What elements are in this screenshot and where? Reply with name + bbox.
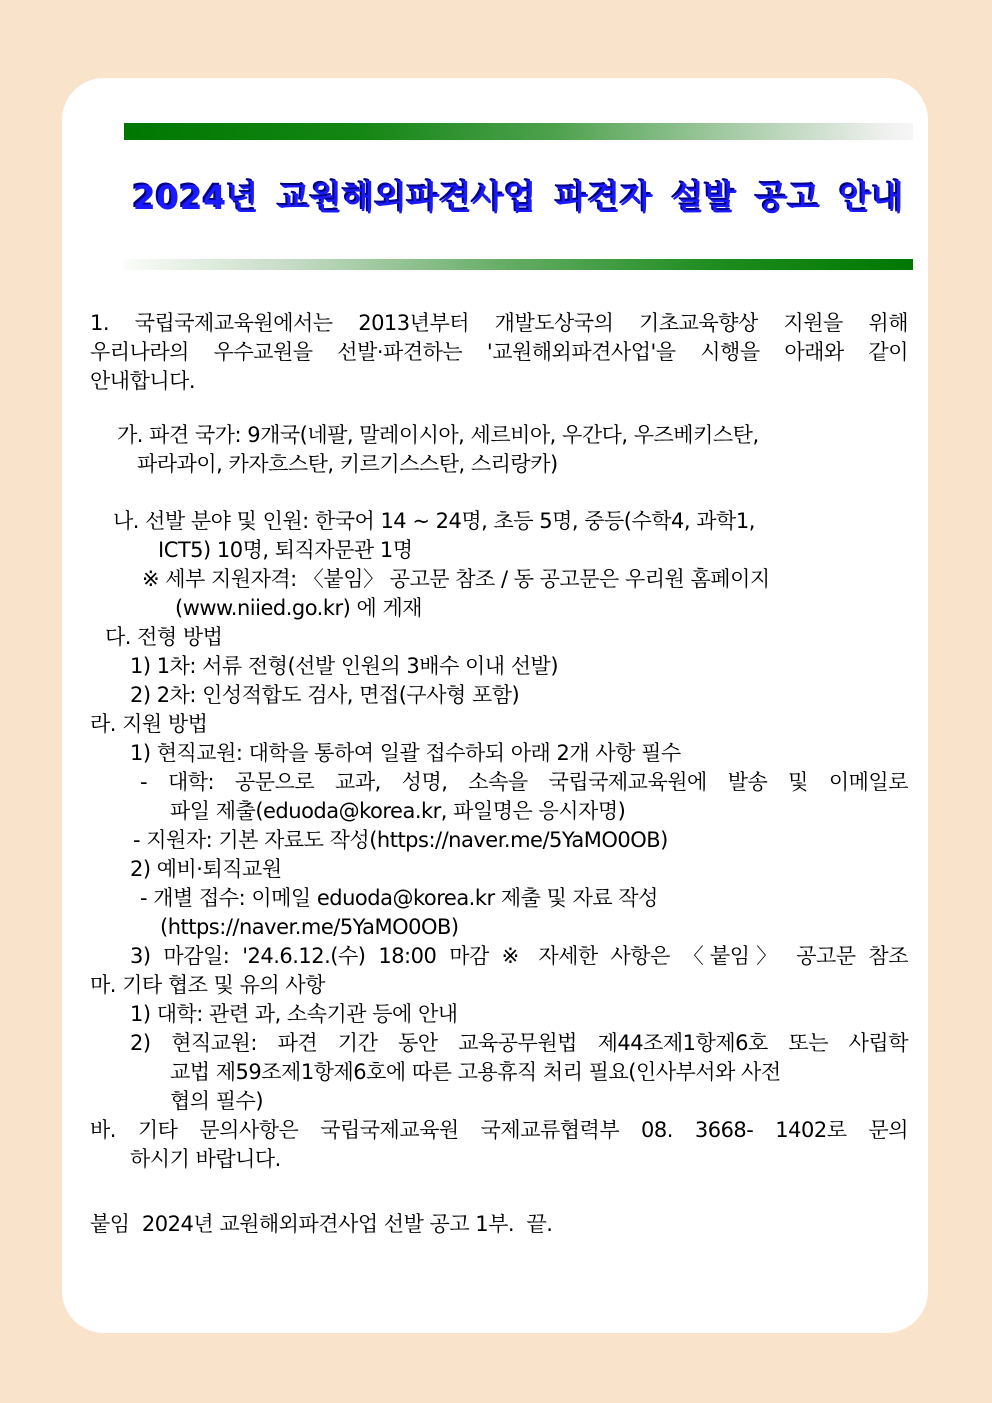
doc-line-univ-2: 파일 제출(eduoda@korea.kr, 파일명은 응시자명)	[170, 799, 626, 823]
doc-line-leave-3: 협의 필수)	[170, 1089, 264, 1113]
doc-line-leave-2: 교법 제59조제1항제6호에 따른 고용휴직 처리 필요(인사부서와 사전	[170, 1060, 781, 1084]
doc-line-univ-notice: 1) 대학: 관련 과, 소속기관 등에 안내	[130, 1002, 458, 1026]
doc-line-individual-2: (https://naver.me/5YaMO0OB)	[160, 915, 459, 939]
document-title: 2024년 교원해외파견사업 파견자 설발 공고 안내	[132, 178, 905, 217]
doc-line-intro-2: 우리나라의 우수교원을 선발·파견하는 '교원해외파견사업'을 시행을 아래와 같이	[90, 340, 908, 364]
document-body	[90, 309, 908, 1239]
doc-line-ba-contact-2: 하시기 바랍니다.	[130, 1147, 281, 1171]
doc-line-leave-1: 2) 현직교원: 파견 기간 동안 교육공무원법 제44조제1항제6호 또는 사립학	[130, 1031, 908, 1055]
doc-line-intro-3: 안내합니다.	[90, 369, 196, 393]
doc-line-round-1: 1) 1차: 서류 전형(선발 인원의 3배수 이내 선발)	[130, 654, 559, 678]
doc-line-intro-1: 1. 국립국제교육원에서는 2013년부터 개발도상국의 기초교육향상 지원을 위해	[90, 311, 908, 335]
document-card	[62, 78, 928, 1333]
doc-line-ga-countries-1: 가. 파견 국가: 9개국(네팔, 말레이시아, 세르비아, 우간다, 우즈베키스탄,	[117, 423, 759, 447]
doc-line-note-homepage: ※ 세부 지원자격: 〈붙임〉 공고문 참조 / 동 공고문은 우리원 홈페이지	[142, 567, 770, 591]
gradient-bar-top	[124, 123, 913, 140]
doc-line-ga-countries-2: 파라과이, 카자흐스탄, 키르기스스탄, 스리랑카)	[137, 452, 558, 476]
doc-line-homepage-url: (www.niied.go.kr) 에 게재	[175, 596, 423, 620]
gradient-bar-bottom	[124, 259, 913, 270]
doc-line-retired: 2) 예비·퇴직교원	[130, 857, 282, 881]
doc-line-univ-1: - 대학: 공문으로 교과, 성명, 소속을 국립국제교육원에 발송 및 이메일로	[140, 770, 908, 794]
doc-line-current-teachers: 1) 현직교원: 대학을 통하여 일괄 접수하되 아래 2개 사항 필수	[130, 741, 681, 765]
doc-line-individual-1: - 개별 접수: 이메일 eduoda@korea.kr 제출 및 자료 작성	[140, 886, 658, 910]
doc-line-applicant: - 지원자: 기본 자료도 작성(https://naver.me/5YaMO0OB)	[133, 828, 668, 852]
doc-line-na-fields-1: 나. 선발 분야 및 인원: 한국어 14 ~ 24명, 초등 5명, 중등(수학4, 과학1,	[113, 509, 755, 533]
doc-line-da-method: 다. 전형 방법	[105, 625, 223, 649]
doc-line-deadline: 3) 마감일: '24.6.12.(수) 18:00 마감 ※ 자세한 사항은 〈붙임〉 공고문 참조	[130, 944, 908, 968]
doc-line-round-2: 2) 2차: 인성적합도 검사, 면접(구사형 포함)	[130, 683, 520, 707]
doc-line-ra-apply: 라. 지원 방법	[90, 712, 208, 736]
doc-line-attachment: 붙임 2024년 교원해외파견사업 선발 공고 1부. 끝.	[90, 1212, 553, 1236]
doc-line-ba-contact-1: 바. 기타 문의사항은 국립국제교육원 국제교류협력부 08. 3668- 1402로 문의	[90, 1118, 908, 1142]
doc-line-na-fields-2: ICT5) 10명, 퇴직자문관 1명	[158, 538, 413, 562]
doc-line-ma-etc: 마. 기타 협조 및 유의 사항	[90, 973, 325, 997]
